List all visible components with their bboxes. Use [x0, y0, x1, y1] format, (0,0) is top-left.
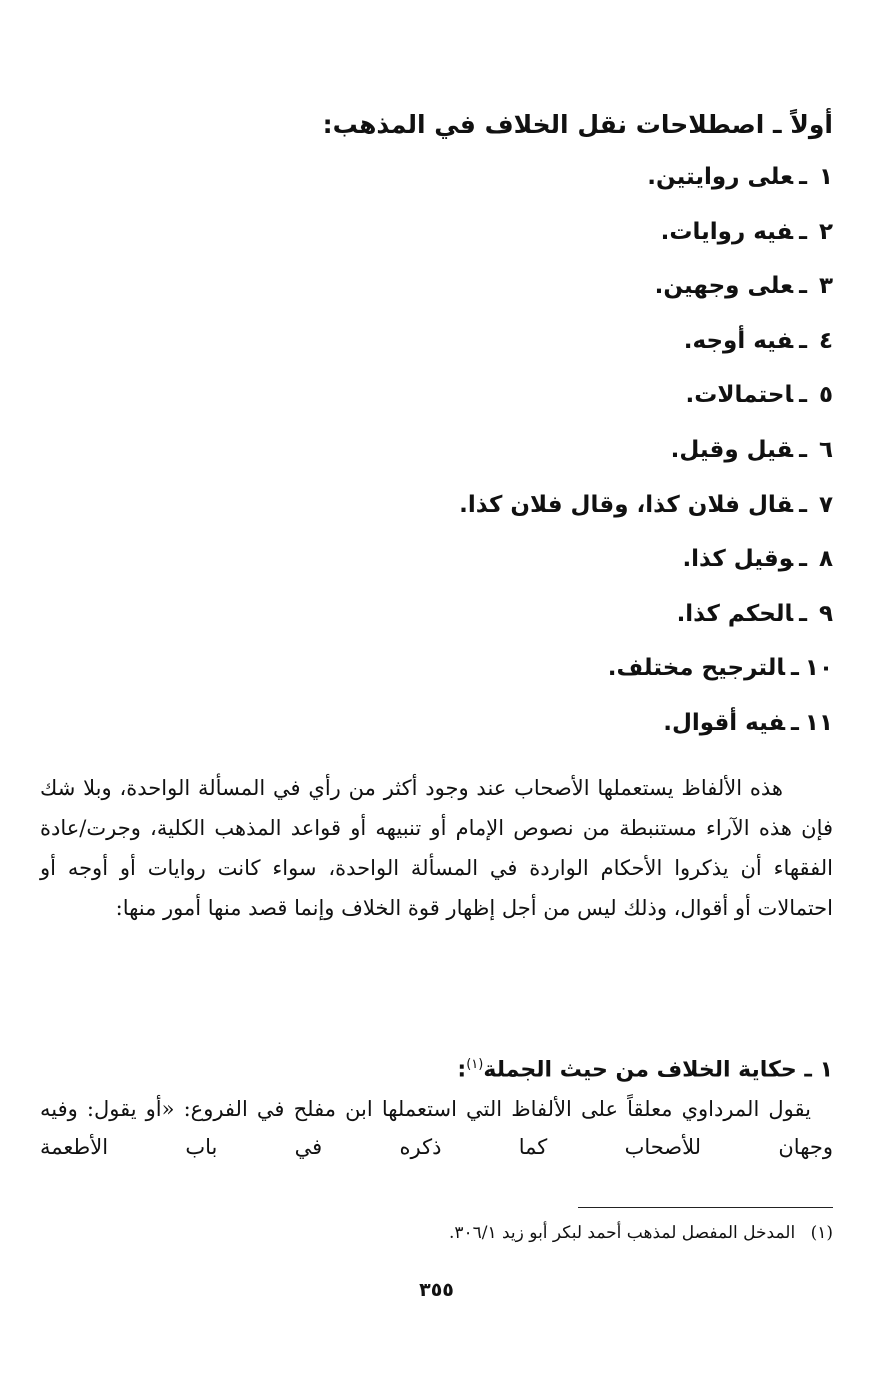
list-item-separator: ـ: [799, 327, 807, 354]
list-item-text: فيه أوجه.: [683, 327, 794, 354]
list-item-number: ١٠: [804, 655, 833, 682]
list-item-text: الحكم كذا.: [676, 600, 794, 627]
list-item-number: ٥: [818, 382, 833, 409]
list-item: [43, 150, 833, 205]
list-item-text: فيه روايات.: [660, 218, 794, 245]
list-item: [43, 478, 833, 533]
footnote-text: المدخل المفصل لمذهب أحمد لبكر أبو زيد ٣٠٦/١.: [448, 1223, 796, 1243]
list-item-separator: ـ: [791, 655, 799, 682]
list-item-text: قيل وقيل.: [670, 436, 794, 463]
list-item: [43, 587, 833, 642]
list-item: [43, 205, 833, 260]
list-item-separator: ـ: [799, 491, 807, 518]
body-paragraph: [40, 768, 833, 928]
list-item-text: على وجهين.: [654, 273, 794, 300]
list-item-number: ٢: [818, 218, 833, 245]
list-item-text: احتمالات.: [685, 382, 794, 409]
footnote: [43, 1218, 833, 1248]
terms-list: [43, 150, 833, 751]
page-number: ٣٥٥: [419, 1279, 454, 1301]
list-item-separator: ـ: [791, 709, 799, 736]
list-item-separator: ـ: [799, 546, 807, 573]
list-item-number: ٧: [818, 491, 833, 518]
list-item-text: قال فلان كذا، وقال فلان كذا.: [459, 491, 794, 518]
list-item-separator: ـ: [799, 218, 807, 245]
list-item: [43, 368, 833, 423]
list-item: [43, 314, 833, 369]
list-item-separator: ـ: [799, 273, 807, 300]
list-item-number: ١: [818, 164, 833, 190]
sub-heading-number: ١: [819, 1057, 833, 1083]
list-item-number: ٣: [818, 273, 833, 300]
footnote-mark: (١): [810, 1223, 833, 1243]
list-item-separator: ـ: [799, 600, 807, 627]
list-item: [43, 532, 833, 587]
list-item-number: ٤: [818, 327, 833, 354]
list-item: [43, 696, 833, 751]
section-heading: أولاً ـ اصطلاحات نقل الخلاف في المذهب:: [322, 110, 833, 139]
list-item-separator: ـ: [799, 164, 807, 190]
body-paragraph-2-text: يقول المرداوي معلقاً على الألفاظ التي استعملها ابن مفلح في الفروع: «أو يقول: وفيه وجهان للأصحاب كما ذكره في باب الأطعمة: [40, 1097, 833, 1159]
list-item-separator: ـ: [799, 436, 807, 463]
body-paragraph-2: [40, 1090, 833, 1166]
list-item-text: الترجيح مختلف.: [607, 655, 786, 682]
list-item-number: ٩: [818, 600, 833, 627]
list-item-number: ١١: [804, 709, 833, 736]
list-item-separator: ـ: [799, 382, 807, 409]
footnote-divider: [578, 1207, 833, 1208]
list-item-number: ٦: [818, 436, 833, 463]
list-item-text: وقيل كذا.: [682, 546, 794, 573]
list-item-text: فيه أقوال.: [663, 709, 786, 736]
sub-heading-suffix: :: [457, 1057, 467, 1083]
body-paragraph-text: هذه الألفاظ يستعملها الأصحاب عند وجود أكثر من رأي في المسألة الواحدة، وبلا شك فإن هذه الآراء مستنبطة من نصوص الإمام أو تنبيهه أو قواعد المذهب الكلية، وجرت/عادة الفقهاء أن يذكروا الأحكام الواردة في المسألة الواحدة، سواء كانت روايات أو أوجه أو احتمالات أو أقوال، وذلك ليس من أجل إظهار قوة الخلاف وإنما قصد منها أمور منها:: [40, 776, 834, 920]
list-item-text: على روايتين.: [647, 164, 794, 190]
sub-heading: [43, 1042, 833, 1093]
list-item-number: ٨: [818, 546, 833, 573]
list-item: [43, 423, 833, 478]
sub-heading-separator: ـ: [796, 1057, 812, 1083]
footnote-reference: (١): [466, 1057, 484, 1072]
list-item: [43, 259, 833, 314]
list-item: [43, 641, 833, 696]
sub-heading-text: حكاية الخلاف من حيث الجملة: [483, 1057, 797, 1083]
